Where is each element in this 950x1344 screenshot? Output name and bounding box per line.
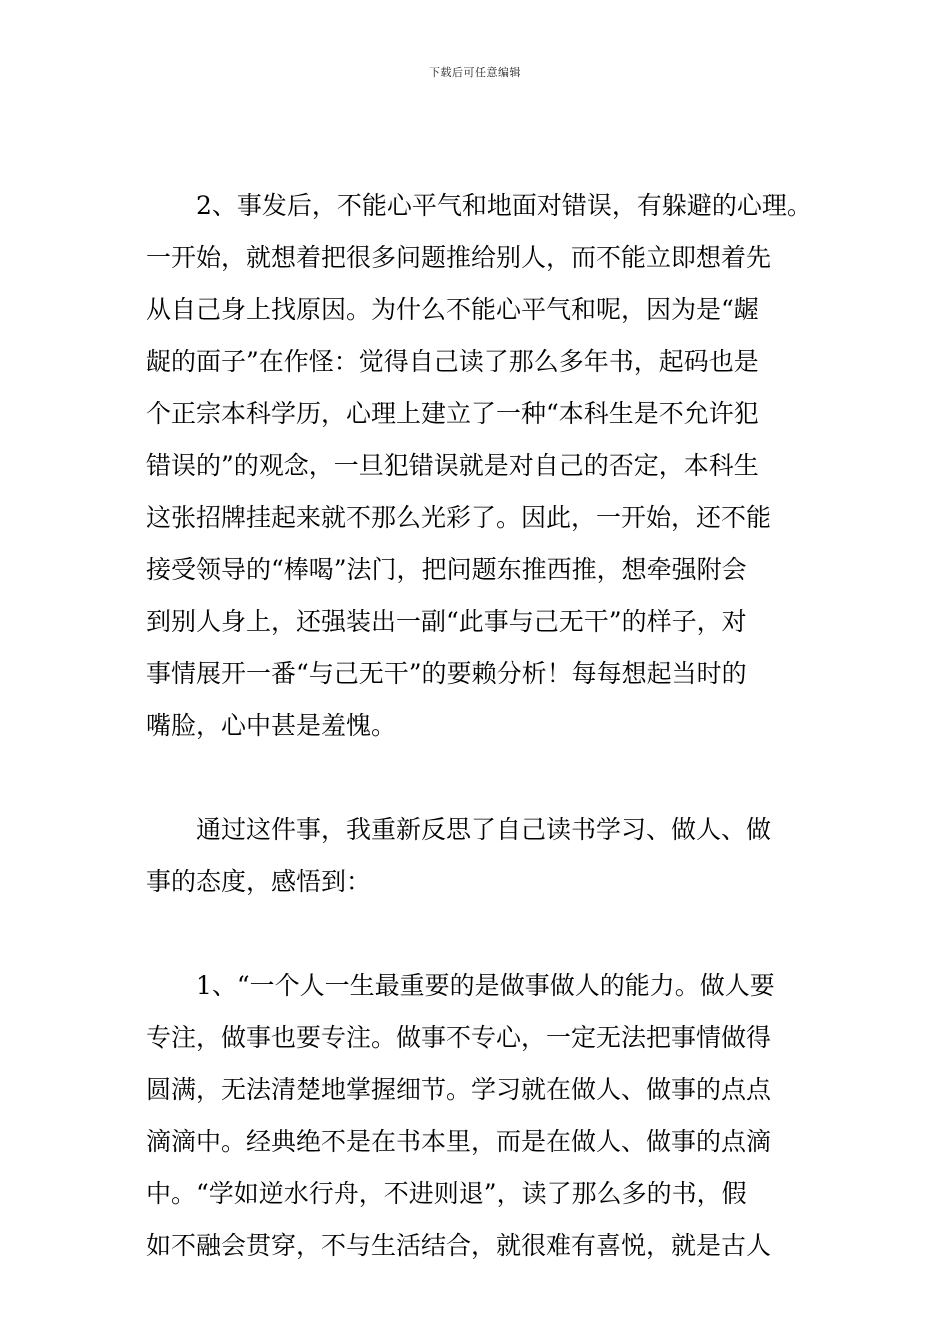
text-line: 这张招牌挂起来就不那么光彩了。因此，一开始，还不能 — [146, 503, 772, 532]
text-line: 个正宗本科学历，心理上建立了一种“本科生是不允许犯 — [146, 399, 759, 428]
text-line: 到别人身上，还强装出一副“此事与己无干”的样子，对 — [146, 607, 747, 636]
page-header-note: 下载后可任意编辑 — [429, 66, 521, 79]
text-line: 2、事发后，不能心平气和地面对错误，有躲避的心理。 — [196, 191, 812, 220]
document-body — [146, 180, 810, 1272]
paragraph-2 — [146, 804, 810, 908]
text-line: 事的态度，感悟到： — [146, 867, 372, 896]
text-line: 1、“一个人一生最重要的是做事做人的能力。做人要 — [196, 971, 775, 1000]
text-line: 接受领导的“棒喝”法门，把问题东推西推，想牵强附会 — [146, 555, 747, 584]
paragraph-spacer — [146, 752, 810, 804]
text-line: 龊的面子”在作怪：觉得自己读了那么多年书，起码也是 — [146, 347, 759, 376]
text-line: 从自己身上找原因。为什么不能心平气和呢，因为是“龌 — [146, 295, 759, 324]
text-line: 如不融会贯穿，不与生活结合，就很难有喜悦，就是古人 — [146, 1231, 772, 1260]
paragraph-3 — [146, 960, 810, 1272]
paragraph-spacer — [146, 908, 810, 960]
text-line: 专注，做事也要专注。做事不专心，一定无法把事情做得 — [146, 1023, 772, 1052]
text-line: 事情展开一番“与己无干”的要赖分析！每每想起当时的 — [146, 659, 747, 688]
text-line: 错误的”的观念，一旦犯错误就是对自己的否定，本科生 — [146, 451, 759, 480]
text-line: 圆满，无法清楚地掌握细节。学习就在做人、做事的点点 — [146, 1075, 772, 1104]
text-line: 通过这件事，我重新反思了自己读书学习、做人、做 — [196, 815, 772, 844]
paragraph-1 — [146, 180, 810, 752]
text-line: 嘴脸，心中甚是羞愧。 — [146, 711, 397, 740]
text-line: 中。“学如逆水行舟，不进则退”，读了那么多的书，假 — [146, 1179, 747, 1208]
text-line: 滴滴中。经典绝不是在书本里，而是在做人、做事的点滴 — [146, 1127, 772, 1156]
text-line: 一开始，就想着把很多问题推给别人，而不能立即想着先 — [146, 243, 772, 272]
